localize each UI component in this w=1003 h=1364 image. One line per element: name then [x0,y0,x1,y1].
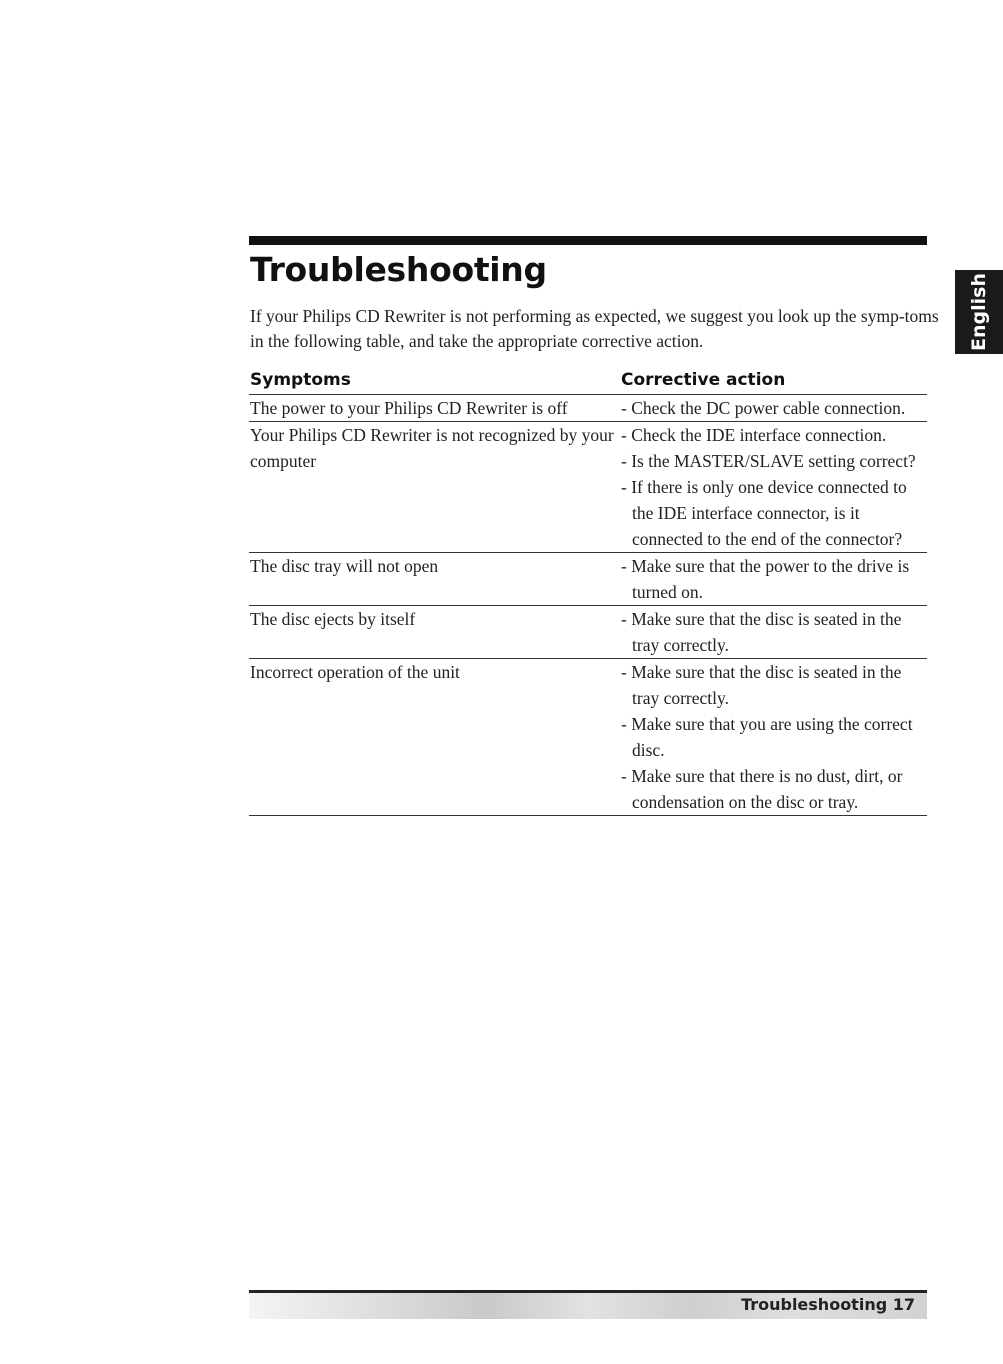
title-rule [249,236,927,245]
action-item: - Make sure that the disc is seated in the tray correctly. [621,609,902,655]
symptom-cell: The disc ejects by itself [250,609,416,629]
corrective-action-header: Corrective action [621,370,786,390]
symptom-cell: Incorrect operation of the unit [250,662,460,682]
action-item: - Check the DC power cable connection. [621,398,906,418]
language-tab-label: English [968,273,990,351]
symptoms-header: Symptoms [250,370,351,390]
action-cell [621,553,927,605]
action-cell [621,659,927,815]
table-row [249,422,927,553]
footer-bar [249,1290,927,1319]
action-cell [621,606,927,658]
action-item: - Make sure that the disc is seated in the tray correctly. [621,662,902,708]
symptom-cell: The disc tray will not open [250,556,439,576]
table-header [249,370,927,395]
table-row [249,659,927,816]
troubleshooting-table [249,370,927,816]
footer-page-label: Troubleshooting 17 [741,1295,915,1314]
action-cell [621,422,927,552]
symptom-cell: The power to your Philips CD Rewriter is off [250,398,568,418]
action-item: - Is the MASTER/SLAVE setting correct? [621,451,916,471]
language-tab [955,270,1003,354]
action-item: - If there is only one device connected to the IDE interface connector, is it connected to the end of the connector? [621,477,907,549]
table-row [249,395,927,422]
intro-paragraph: If your Philips CD Rewriter is not performing as expected, we suggest you look up the symp-toms in the following table, and take the appropriate corrective action. [250,306,939,351]
page-title: Troubleshooting [250,250,547,289]
action-item: - Make sure that you are using the correct disc. [621,714,913,760]
action-item: - Check the IDE interface connection. [621,425,887,445]
action-cell [621,395,927,421]
table-row [249,606,927,659]
action-item: - Make sure that there is no dust, dirt, or condensation on the disc or tray. [621,766,903,812]
action-item: - Make sure that the power to the drive is turned on. [621,556,910,602]
table-row [249,553,927,606]
symptom-cell: Your Philips CD Rewriter is not recognized by your computer [250,425,614,471]
